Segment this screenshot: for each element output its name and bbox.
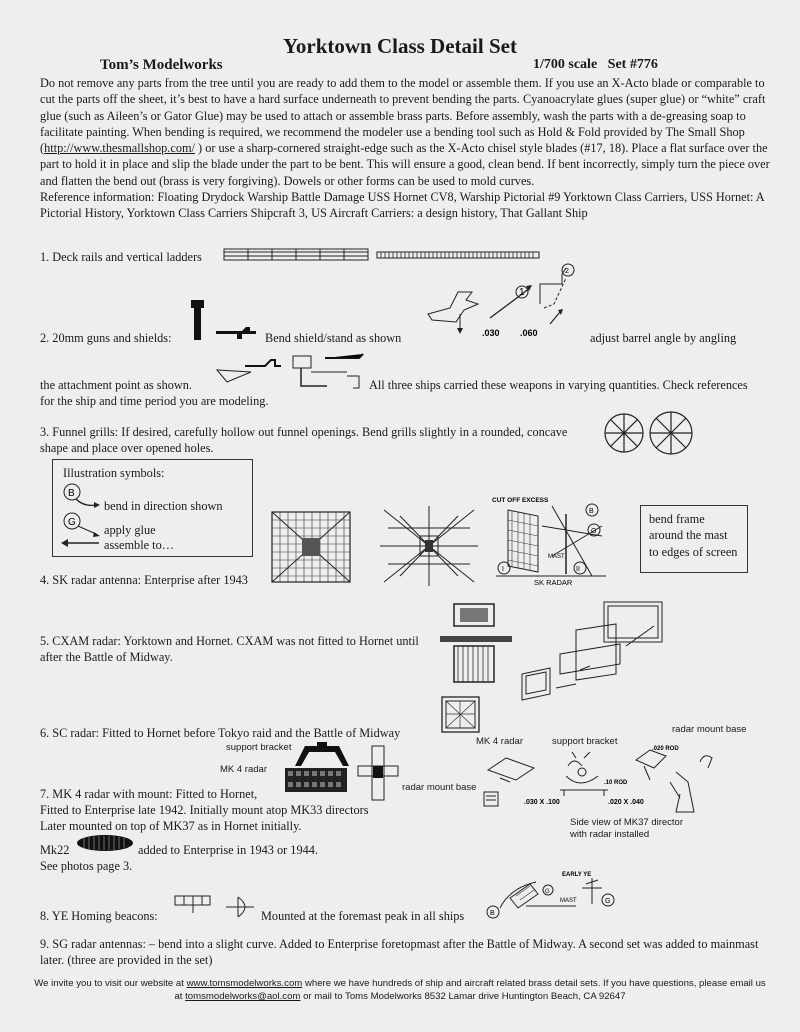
mount-base-label-2: radar mount base (672, 724, 747, 735)
footer-part-a: We invite you to visit our website at (34, 978, 187, 989)
deck-rails-part (224, 248, 369, 262)
mk37-director-diagram (480, 742, 724, 822)
gun-shield-part (188, 300, 208, 340)
assemble-arrow-icon (61, 539, 101, 547)
attachment-point-text: the attachment point as shown. (40, 378, 192, 392)
dim-030: .030 (482, 328, 500, 338)
mk22-label: Mk22 (40, 843, 70, 857)
section-7-line-1: 7. MK 4 radar with mount: Fitted to Hornet, (40, 787, 258, 801)
section-8-label: 8. YE Homing beacons: (40, 909, 158, 923)
mk4-radar-part (285, 768, 349, 794)
early-ye-label: EARLY YE (562, 872, 592, 878)
mk4-radar-label-1: MK 4 radar (220, 764, 267, 775)
section-4-label: 4. SK radar antenna: Enterprise after 1943 (40, 573, 248, 587)
svg-text:1: 1 (519, 287, 525, 298)
side-view-line-2: with radar installed (570, 829, 650, 840)
intro-part-b: ) or use a sharp-cornered straight-edge such as the X-Acto chisel style blades (#17, 18). Place a flat surface over the part to hold it in place and slip the blade under the part to be bent. This will ensure a good, clean bend. If bent incorrectly, simply turn the piece over and flatten the bend out (brass is very forgiving). Dowels or other forms can be used to mold curves. (40, 141, 770, 188)
rod-10-label: .10 ROD (604, 780, 628, 786)
section-7-line-3: Later mounted on top of MK37 as in Hornet initially. (40, 819, 302, 833)
ye-beacon-text: Mounted at the foremast peak in all ships (261, 909, 465, 923)
ye-beacon-assembly-diagram (486, 866, 622, 916)
legend-title: Illustration symbols: (63, 466, 165, 480)
mount-base-label-1: radar mount base (402, 782, 477, 793)
see-photos-text: See photos page 3. (40, 859, 133, 873)
legend-assemble: assemble to… (104, 538, 175, 552)
glue-symbol-icon (62, 512, 102, 540)
weapons-note: All three ships carried these weapons in varying quantities. Check references for the ship and time period you are modeling. (40, 378, 748, 409)
mk4-radar-label-2: MK 4 radar (476, 736, 523, 747)
dim-a-label: .030 X .100 (524, 799, 560, 806)
svg-text:B: B (490, 910, 495, 917)
ye-beacon-part-2 (226, 895, 256, 919)
intro-part-a: Do not remove any parts from the tree until you are ready to add them to the model or assemble them. If you use an X-Acto blade or comparable to cut the parts off the sheet, it’s best to have a hard surface underneath to prevent bending the parts. Cyanoacrylate glues (super glue) or “white” craft glue (such as Aileen’s or Gator Glue) may be used to attach or assemble brass parts. Before assembly, wash the parts with a de-greasing soap to facilitate painting. When bending is required, we recommend the modeler use a bending tool such as Hold & Fold provided by The Small Shop ( (40, 76, 766, 156)
footer-contact (30, 977, 770, 1003)
set-number: Set #776 (607, 57, 658, 72)
intro-paragraph (40, 75, 780, 189)
rod-020-label: .020 ROD (652, 746, 679, 752)
svg-text:B: B (589, 508, 594, 515)
cxam-radar-part (440, 604, 520, 684)
legend-bend: bend in direction shown (104, 499, 223, 513)
cut-off-excess-label: CUT OFF EXCESS (492, 497, 549, 504)
bend-frame-note: bend frame around the mast to edges of screen (640, 505, 748, 573)
sk-radar-assembly-diagram (492, 496, 622, 586)
mk4-support-bracket-part (291, 740, 353, 770)
mk22-text: added to Enterprise in 1943 or 1944. (138, 843, 318, 857)
sk-radar-frame-part (380, 506, 480, 586)
radar-mount-base-part (358, 746, 398, 800)
mk37-side-view-caption (570, 817, 683, 841)
ye-mast-label: MAST (560, 898, 577, 904)
svg-text:G: G (68, 517, 76, 528)
svg-text:G: G (605, 898, 611, 905)
section-5-label: 5. CXAM radar: Yorktown and Hornet. CXAM was not fitted to Hornet until after the Battle of Midway. (40, 634, 419, 665)
sc-radar-part (441, 696, 481, 734)
bend-shield-text: Bend shield/stand as shown (265, 331, 402, 345)
section-3-label: 3. Funnel grills: If desired, carefully hollow out funnel openings. Bend grills slightly in a rounded, concave shape and place over opened holes. (40, 425, 568, 456)
scale-label: 1/700 scale (533, 57, 598, 72)
brand-name: Tom’s Modelworks (100, 57, 223, 73)
footer-part-c: or mail to Toms Modelworks 8532 Lamar drive Huntington Beach, CA 92647 (300, 991, 626, 1002)
page-title: Yorktown Class Detail Set (283, 34, 517, 58)
section-9-label: 9. SG radar antennas: – bend into a slight curve. Added to Enterprise foretopmast after the Battle of Midway. A second set was added to mainmast later. (three are provided in the set) (40, 937, 759, 968)
section-2-label: 2. 20mm guns and shields: (40, 331, 172, 345)
dim-b-label: .020 X .040 (608, 799, 644, 806)
svg-text:G: G (545, 889, 550, 895)
adjust-barrel-text: adjust barrel angle by angling (590, 331, 737, 345)
reference-paragraph: Reference information: Floating Drydock Warship Battle Damage USS Hornet CV8, Warship Pictorial #9 Yorktown Class Carriers, USS Hornet: A Pictorial History, Yorktown Class Carriers Shipcraft 3, US Aircraft Carriers: a design history, That Gallant Ship (40, 190, 765, 221)
dim-060: .060 (520, 328, 538, 338)
mk22-radar-part (76, 834, 134, 852)
intro-text (40, 75, 780, 222)
svg-text:2: 2 (565, 268, 569, 275)
email-link[interactable]: tomsmodelworks@aol.com (185, 991, 301, 1002)
svg-text:B: B (68, 488, 75, 499)
sk-radar-screen-part (272, 512, 352, 584)
svg-text:G: G (591, 528, 597, 535)
support-bracket-label-2: support bracket (552, 736, 618, 747)
section-7-line-2: Fitted to Enterprise late 1942. Initially mount atop MK33 directors (40, 803, 369, 817)
ye-beacon-part-1 (174, 895, 212, 915)
scale-set (533, 57, 658, 73)
funnel-grills-part (604, 412, 696, 456)
footer-part-b: where we have hundreds of ship and aircraft related brass detail sets. If you have questions, please email us at (174, 978, 766, 1002)
website-link[interactable]: www.tomsmodelworks.com (186, 978, 303, 989)
section-6-label: 6. SC radar: Fitted to Hornet before Tokyo raid and the Battle of Midway (40, 726, 401, 740)
small-shop-link[interactable]: http://www.thesmallshop.com/ (44, 141, 195, 156)
support-bracket-label-1: support bracket (226, 742, 292, 753)
sk-radar-caption: SK RADAR (534, 578, 573, 587)
cxam-radar-assembly-diagram (516, 600, 666, 712)
side-view-line-1: Side view of MK37 director (570, 817, 683, 828)
svg-text:II: II (576, 566, 580, 573)
20mm-gun-part (216, 324, 258, 340)
legend-glue: apply glue (104, 523, 156, 537)
illustration-symbols-box (52, 459, 253, 557)
mast-label: MAST (548, 554, 565, 560)
bend-symbol-icon (62, 484, 102, 510)
vertical-ladder-part (377, 251, 540, 260)
bend-shield-diagram (420, 268, 590, 340)
svg-text:I: I (502, 566, 504, 573)
section-1-label: 1. Deck rails and vertical ladders (40, 250, 202, 264)
